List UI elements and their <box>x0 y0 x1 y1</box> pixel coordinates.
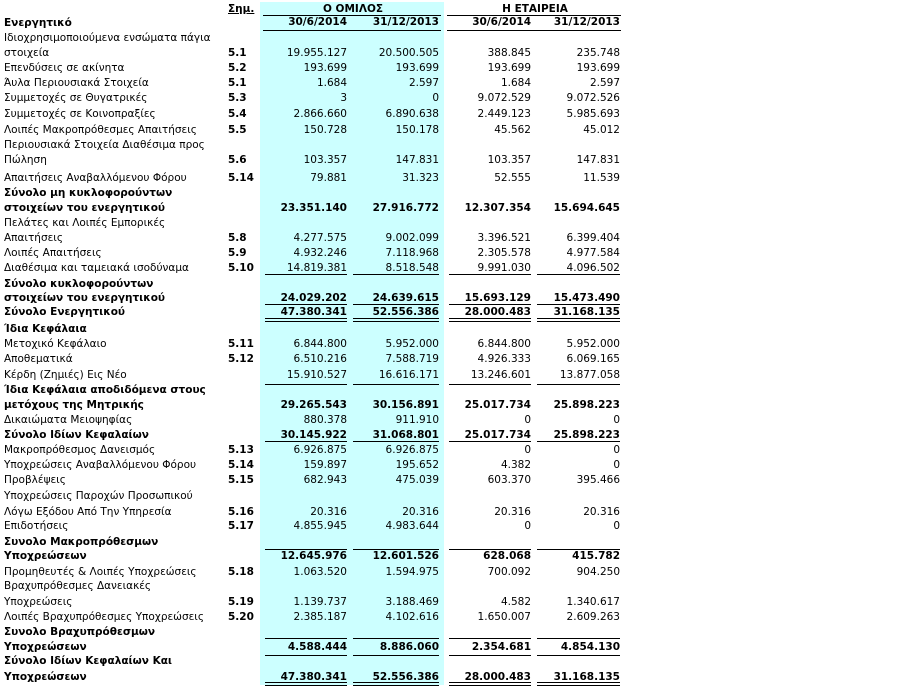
row-label: Κέρδη (Ζημιές) Εις Νέο <box>4 369 127 381</box>
value-cell: 9.002.099 <box>385 232 439 244</box>
value-cell: 25.898.223 <box>553 399 620 411</box>
value-cell: 6.844.800 <box>293 338 347 350</box>
value-cell: 1.063.520 <box>293 566 347 578</box>
row-label: Απαιτήσεις <box>4 232 64 244</box>
row-label: Σύνολο κυκλοφορούντων <box>4 278 154 290</box>
value-cell: 0 <box>524 414 531 426</box>
value-cell: 6.399.404 <box>566 232 620 244</box>
subtotal-rule <box>537 655 620 656</box>
grand-total-rule <box>537 318 620 322</box>
value-cell: 193.699 <box>303 62 347 74</box>
value-cell: 31.168.135 <box>553 306 620 318</box>
value-cell: 25.017.734 <box>464 399 531 411</box>
row-label: Ίδια Κεφάλαια <box>4 323 87 335</box>
value-cell: 9.072.529 <box>477 92 531 104</box>
value-cell: 47.380.341 <box>280 671 347 683</box>
value-cell: 79.881 <box>310 172 347 184</box>
subtotal-rule <box>449 384 531 385</box>
subtotal-rule <box>353 655 439 656</box>
value-cell: 880.378 <box>303 414 347 426</box>
value-cell: 0 <box>432 92 439 104</box>
row-label: Σύνολο Ιδίων Κεφαλαίων Και <box>4 655 173 667</box>
grand-total-rule <box>265 318 347 322</box>
subtotal-rule <box>449 655 531 656</box>
value-cell: 8.518.548 <box>385 262 439 274</box>
row-note: 5.20 <box>228 611 254 623</box>
date-underline <box>263 30 441 31</box>
subtotal-rule <box>449 638 531 639</box>
value-cell: 52.556.386 <box>372 306 439 318</box>
value-cell: 9.072.526 <box>566 92 620 104</box>
value-cell: 3 <box>340 92 347 104</box>
subtotal-rule <box>537 441 620 442</box>
date-underline <box>447 30 621 31</box>
value-cell: 475.039 <box>395 474 439 486</box>
value-cell: 235.748 <box>576 47 620 59</box>
row-label: Ενεργητικό <box>4 17 72 29</box>
row-note: 5.9 <box>228 247 247 259</box>
value-cell: 628.068 <box>483 550 531 562</box>
value-cell: 20.316 <box>310 506 347 518</box>
subtotal-rule <box>537 638 620 639</box>
subtotal-rule <box>537 549 620 550</box>
value-cell: 28.000.483 <box>464 671 531 683</box>
value-cell: 603.370 <box>487 474 531 486</box>
row-label: Επενδύσεις σε ακίνητα <box>4 62 125 74</box>
value-cell: 195.652 <box>395 459 439 471</box>
subtotal-rule <box>449 304 531 305</box>
row-label: στοιχεία <box>4 47 50 59</box>
value-cell: 1.684 <box>316 77 347 89</box>
value-cell: 6.926.875 <box>293 444 347 456</box>
value-cell: 20.500.505 <box>378 47 439 59</box>
row-note: 5.18 <box>228 566 254 578</box>
row-label: Ίδια Κεφάλαια αποδιδόμενα στους <box>4 384 206 396</box>
value-cell: 4.983.644 <box>385 520 439 532</box>
value-cell: 12.307.354 <box>464 202 531 214</box>
row-label: Υποχρεώσεων <box>4 641 87 653</box>
row-label: Δικαιώματα Μειοψηφίας <box>4 414 133 426</box>
row-label: Προμηθευτές & Λοιπές Υποχρεώσεις <box>4 566 197 578</box>
row-note: 5.14 <box>228 172 254 184</box>
row-label: Διαθέσιμα και ταμειακά ισοδύναμα <box>4 262 189 274</box>
row-note: 5.15 <box>228 474 254 486</box>
subtotal-rule <box>537 384 620 385</box>
subtotal-rule <box>353 549 439 550</box>
value-cell: 193.699 <box>487 62 531 74</box>
value-cell: 1.340.617 <box>566 596 620 608</box>
subtotal-rule <box>353 441 439 442</box>
value-cell: 12.601.526 <box>372 550 439 562</box>
value-cell: 6.844.800 <box>477 338 531 350</box>
value-cell: 25.017.734 <box>464 429 531 441</box>
row-label: Λοιπές Βραχυπρόθεσμες Υποχρεώσεις <box>4 611 205 623</box>
value-cell: 150.728 <box>303 124 347 136</box>
value-cell: 16.616.171 <box>378 369 439 381</box>
value-cell: 2.866.660 <box>293 108 347 120</box>
value-cell: 2.597 <box>408 77 439 89</box>
row-label: Άυλα Περιουσιακά Στοιχεία <box>4 77 149 89</box>
grand-total-rule <box>265 682 347 686</box>
row-label: Βραχυπρόθεσμες Δανειακές <box>4 580 152 592</box>
value-cell: 682.943 <box>303 474 347 486</box>
value-cell: 193.699 <box>395 62 439 74</box>
value-cell: 28.000.483 <box>464 306 531 318</box>
row-label: Ιδιοχρησιμοποιούμενα ενσώματα πάγια <box>4 32 211 44</box>
value-cell: 13.246.601 <box>470 369 531 381</box>
value-cell: 31.068.801 <box>372 429 439 441</box>
value-cell: 27.916.772 <box>372 202 439 214</box>
value-cell: 15.693.129 <box>464 292 531 304</box>
subtotal-rule <box>353 638 439 639</box>
row-label: Περιουσιακά Στοιχεία Διαθέσιμα προς <box>4 139 205 151</box>
row-label: Προβλέψεις <box>4 474 66 486</box>
value-cell: 14.819.381 <box>286 262 347 274</box>
value-cell: 4.096.502 <box>566 262 620 274</box>
value-cell: 911.910 <box>395 414 439 426</box>
value-cell: 8.886.060 <box>379 641 439 653</box>
row-label: Υποχρεώσεις <box>4 596 73 608</box>
value-cell: 52.555 <box>494 172 531 184</box>
value-cell: 31.168.135 <box>553 671 620 683</box>
value-cell: 29.265.543 <box>280 399 347 411</box>
value-cell: 700.092 <box>487 566 531 578</box>
value-cell: 4.932.246 <box>293 247 347 259</box>
value-cell: 4.277.575 <box>293 232 347 244</box>
value-cell: 2.597 <box>589 77 620 89</box>
group-consolidated-header: Ο ΟΜΙΛΟΣ <box>322 3 384 15</box>
value-cell: 25.898.223 <box>553 429 620 441</box>
row-label: Συμμετοχές σε Κοινοπραξίες <box>4 108 156 120</box>
row-label: Υποχρεώσεων <box>4 671 87 683</box>
value-cell: 0 <box>524 520 531 532</box>
row-label: Πελάτες και Λοιπές Εμπορικές <box>4 217 166 229</box>
row-label: Πώληση <box>4 154 47 166</box>
value-cell: 103.357 <box>487 154 531 166</box>
value-cell: 904.250 <box>576 566 620 578</box>
subtotal-rule <box>537 274 620 275</box>
value-cell: 7.118.968 <box>385 247 439 259</box>
subtotal-rule <box>265 549 347 550</box>
value-cell: 2.385.187 <box>293 611 347 623</box>
row-label: Μετοχικό Κεφάλαιο <box>4 338 107 350</box>
col-header-company-2014: 30/6/2014 <box>472 16 531 28</box>
grand-total-rule <box>537 682 620 686</box>
value-cell: 3.188.469 <box>385 596 439 608</box>
row-label: μετόχους της Μητρικής <box>4 399 144 411</box>
value-cell: 6.890.638 <box>385 108 439 120</box>
value-cell: 0 <box>524 444 531 456</box>
value-cell: 2.609.263 <box>566 611 620 623</box>
row-label: Λόγω Εξόδου Από Την Υπηρεσία <box>4 506 172 518</box>
grand-total-rule <box>353 318 439 322</box>
row-note: 5.12 <box>228 353 254 365</box>
row-label: Συνολο Μακροπρόθεσμων <box>4 536 159 548</box>
value-cell: 47.380.341 <box>280 306 347 318</box>
value-cell: 1.139.737 <box>293 596 347 608</box>
value-cell: 15.694.645 <box>553 202 620 214</box>
value-cell: 11.539 <box>583 172 620 184</box>
note-column-header: Σημ. <box>228 3 255 15</box>
row-label: Επιδοτήσεις <box>4 520 69 532</box>
value-cell: 12.645.976 <box>280 550 347 562</box>
row-label: στοιχείων του ενεργητικού <box>4 292 166 304</box>
subtotal-rule <box>265 304 347 305</box>
subtotal-rule <box>265 384 347 385</box>
value-cell: 6.510.216 <box>293 353 347 365</box>
row-label: Σύνολο Ιδίων Κεφαλαίων <box>4 429 149 441</box>
row-label: Λοιπές Μακροπρόθεσμες Απαιτήσεις <box>4 124 197 136</box>
value-cell: 6.069.165 <box>566 353 620 365</box>
value-cell: 24.029.202 <box>280 292 347 304</box>
subtotal-rule <box>265 638 347 639</box>
value-cell: 193.699 <box>576 62 620 74</box>
subtotal-rule <box>265 655 347 656</box>
value-cell: 0 <box>613 520 620 532</box>
value-cell: 4.926.333 <box>477 353 531 365</box>
row-label: στοιχείων του ενεργητικού <box>4 202 166 214</box>
row-label: Μακροπρόθεσμος Δανεισμός <box>4 444 156 456</box>
value-cell: 5.952.000 <box>566 338 620 350</box>
value-cell: 30.156.891 <box>372 399 439 411</box>
row-note: 5.5 <box>228 124 247 136</box>
value-cell: 3.396.521 <box>477 232 531 244</box>
value-cell: 1.684 <box>500 77 531 89</box>
value-cell: 23.351.140 <box>280 202 347 214</box>
row-label: Υποχρεώσεις Παροχών Προσωπικού <box>4 490 193 502</box>
row-note: 5.1 <box>228 77 247 89</box>
row-label: Αποθεματικά <box>4 353 73 365</box>
row-label: Λοιπές Απαιτήσεις <box>4 247 102 259</box>
value-cell: 45.012 <box>583 124 620 136</box>
value-cell: 15.910.527 <box>286 369 347 381</box>
row-note: 5.4 <box>228 108 247 120</box>
value-cell: 5.952.000 <box>385 338 439 350</box>
value-cell: 2.449.123 <box>477 108 531 120</box>
value-cell: 30.145.922 <box>280 429 347 441</box>
value-cell: 4.102.616 <box>385 611 439 623</box>
value-cell: 20.316 <box>402 506 439 518</box>
row-label: Συμμετοχές σε Θυγατρικές <box>4 92 148 104</box>
subtotal-rule <box>265 441 347 442</box>
value-cell: 147.831 <box>576 154 620 166</box>
value-cell: 150.178 <box>395 124 439 136</box>
subtotal-rule <box>449 274 531 275</box>
col-header-group-2013: 31/12/2013 <box>372 16 439 28</box>
row-note: 5.2 <box>228 62 247 74</box>
subtotal-rule <box>353 304 439 305</box>
subtotal-rule <box>537 304 620 305</box>
value-cell: 52.556.386 <box>372 671 439 683</box>
value-cell: 4.854.130 <box>560 641 620 653</box>
value-cell: 388.845 <box>487 47 531 59</box>
row-label: Συνολο Βραχυπρόθεσμων <box>4 626 156 638</box>
value-cell: 4.855.945 <box>293 520 347 532</box>
value-cell: 0 <box>613 444 620 456</box>
group-company-header: Η ΕΤΑΙΡΕΙΑ <box>502 3 568 15</box>
value-cell: 5.985.693 <box>566 108 620 120</box>
grand-total-rule <box>449 682 531 686</box>
row-label: Υποχρεώσεις Αναβαλλόμενου Φόρου <box>4 459 197 471</box>
value-cell: 147.831 <box>395 154 439 166</box>
value-cell: 0 <box>613 459 620 471</box>
value-cell: 0 <box>613 414 620 426</box>
row-note: 5.8 <box>228 232 247 244</box>
value-cell: 7.588.719 <box>385 353 439 365</box>
value-cell: 4.977.584 <box>566 247 620 259</box>
col-header-company-2013: 31/12/2013 <box>553 16 620 28</box>
subtotal-rule <box>265 274 347 275</box>
value-cell: 19.955.127 <box>286 47 347 59</box>
col-header-group-2014: 30/6/2014 <box>288 16 347 28</box>
grand-total-rule <box>449 318 531 322</box>
row-note: 5.13 <box>228 444 254 456</box>
value-cell: 9.991.030 <box>477 262 531 274</box>
value-cell: 415.782 <box>572 550 620 562</box>
value-cell: 24.639.615 <box>372 292 439 304</box>
row-note: 5.1 <box>228 47 247 59</box>
row-note: 5.3 <box>228 92 247 104</box>
value-cell: 4.588.444 <box>287 641 347 653</box>
value-cell: 103.357 <box>303 154 347 166</box>
value-cell: 20.316 <box>494 506 531 518</box>
row-note: 5.19 <box>228 596 254 608</box>
row-note: 5.16 <box>228 506 254 518</box>
row-label: Απαιτήσεις Αναβαλλόμενου Φόρου <box>4 172 187 184</box>
value-cell: 159.897 <box>303 459 347 471</box>
row-note: 5.10 <box>228 262 254 274</box>
row-note: 5.11 <box>228 338 254 350</box>
value-cell: 2.354.681 <box>471 641 531 653</box>
value-cell: 4.382 <box>500 459 531 471</box>
value-cell: 31.323 <box>402 172 439 184</box>
row-note: 5.17 <box>228 520 254 532</box>
value-cell: 20.316 <box>583 506 620 518</box>
value-cell: 45.562 <box>494 124 531 136</box>
value-cell: 4.582 <box>500 596 531 608</box>
row-label: Σύνολο μη κυκλοφορούντων <box>4 187 173 199</box>
value-cell: 2.305.578 <box>477 247 531 259</box>
subtotal-rule <box>449 549 531 550</box>
row-label: Σύνολο Ενεργητικού <box>4 306 126 318</box>
grand-total-rule <box>353 682 439 686</box>
row-label: Υποχρεώσεων <box>4 550 87 562</box>
value-cell: 15.473.490 <box>553 292 620 304</box>
value-cell: 1.650.007 <box>477 611 531 623</box>
subtotal-rule <box>449 441 531 442</box>
row-note: 5.6 <box>228 154 247 166</box>
subtotal-rule <box>353 384 439 385</box>
value-cell: 6.926.875 <box>385 444 439 456</box>
row-note: 5.14 <box>228 459 254 471</box>
value-cell: 13.877.058 <box>559 369 620 381</box>
value-cell: 1.594.975 <box>385 566 439 578</box>
subtotal-rule <box>353 274 439 275</box>
value-cell: 395.466 <box>576 474 620 486</box>
